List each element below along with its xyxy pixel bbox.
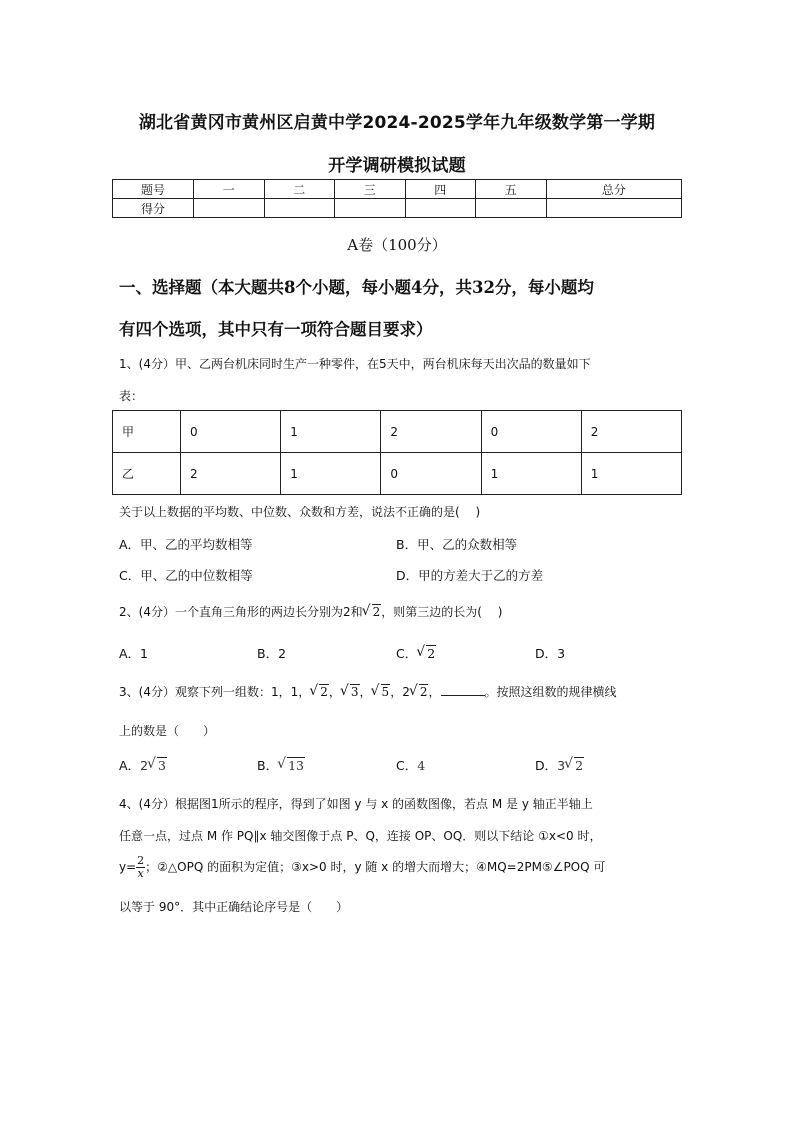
q3-option-a-sqrt [148, 758, 167, 773]
q3-option-a-radicand: 3 [158, 758, 166, 773]
q3-option-d-sqrt [565, 758, 584, 773]
q4-line3-post: ；②△OPQ 的面积为定值；③x>0 时，y 随 x 的增大而增大；④MQ=2PM⑤∠POQ 可 [145, 860, 606, 874]
exam-title-line2: 开学调研模拟试题 [328, 156, 466, 176]
q3-radicand: 3 [350, 685, 359, 699]
table-cell: 2 [381, 411, 481, 453]
table-cell: 1 [281, 411, 381, 453]
q3-radicand: 5 [381, 685, 390, 699]
q3-option-d[interactable] [535, 756, 584, 774]
section1-heading-line2: 有四个选项，其中只有一项符合题目要求） [119, 320, 433, 339]
q2-option-a[interactable]: A．1 [119, 646, 149, 661]
score-table-header-row [113, 180, 682, 199]
q1-option-c[interactable]: C．甲、乙的中位数相等 [119, 568, 253, 583]
table-cell: 乙 [113, 453, 181, 495]
score-table-score-row [113, 199, 682, 218]
table-cell: 0 [481, 411, 581, 453]
q3-option-b-sqrt [278, 758, 305, 773]
q3-option-b[interactable] [257, 756, 305, 774]
score-header-cell: 题号 [113, 180, 194, 199]
table-cell: 甲 [113, 411, 181, 453]
q2-stem [119, 603, 502, 620]
q2-option-c-label: C． [396, 646, 418, 661]
score-header-cell: 二 [264, 180, 335, 199]
score-header-cell: 五 [476, 180, 547, 199]
score-cell [194, 199, 265, 218]
q3-option-c[interactable] [396, 756, 425, 774]
q3-radicand: 2 [419, 685, 428, 699]
table-cell: 2 [181, 453, 281, 495]
score-table [112, 179, 682, 218]
score-cell [405, 199, 476, 218]
q3-answer-blank[interactable] [441, 695, 485, 696]
q4-stem-line3 [119, 855, 605, 880]
q4-fraction [136, 855, 145, 880]
score-header-cell: 三 [335, 180, 406, 199]
q4-fraction-denominator: x [137, 867, 144, 880]
score-header-cell: 一 [194, 180, 265, 199]
score-row-label: 得分 [113, 199, 194, 218]
q4-stem-line2: 任意一点，过点 M 作 PQ∥x 轴交图像于点 P、Q，连接 OP、OQ．则以下结论 ①x<0 时， [119, 829, 602, 843]
q3-text-post: 。按照这组数的规律横线 [484, 685, 617, 699]
q3-option-a-label: A． [119, 758, 141, 773]
q2-sqrt [363, 605, 382, 619]
q3-option-c-value: 4 [417, 758, 426, 773]
q3-option-b-label: B． [257, 758, 279, 773]
q2-option-c-radicand: 2 [427, 646, 436, 661]
score-cell [476, 199, 547, 218]
q3-stem-line1: 3、(4分）观察下列一组数：1，1，√ 2，√ 3，√ 5，2√ 2， 。按照这组数的规律横线 [119, 683, 617, 700]
exam-title-line1: 湖北省黄冈市黄州区启黄中学2024-2025学年九年级数学第一学期 [138, 113, 656, 133]
score-cell [546, 199, 682, 218]
table-row [113, 411, 682, 453]
q3-option-b-radicand: 13 [288, 758, 304, 773]
q2-option-c-sqrt [417, 646, 436, 661]
q4-fraction-numerator: 2 [137, 854, 145, 867]
table-cell: 1 [281, 453, 381, 495]
q3-radicand: 2 [320, 685, 328, 699]
q1-option-a[interactable]: A．甲、乙的平均数相等 [119, 537, 253, 552]
q2-option-d[interactable]: D．3 [535, 646, 566, 661]
score-cell [264, 199, 335, 218]
q3-option-d-coef: 3 [557, 758, 566, 773]
q3-option-d-radicand: 2 [575, 758, 584, 773]
q1-stem-line2: 表： [119, 389, 144, 403]
q3-option-a-coef: 2 [140, 758, 149, 773]
score-header-cell: 总分 [546, 180, 682, 199]
q3-sqrt-2 [310, 685, 329, 699]
score-header-cell: 四 [405, 180, 476, 199]
q2-stem-text-pre: 2、(4分）一个直角三角形的两边长分别为2和 [119, 605, 363, 619]
q1-option-b[interactable]: B．甲、乙的众数相等 [396, 537, 518, 552]
q1-data-table [112, 410, 682, 495]
q3-sqrt-3 [341, 685, 360, 699]
q3-sqrt-5 [372, 685, 391, 699]
table-cell: 1 [481, 453, 581, 495]
q1-prompt: 关于以上数据的平均数、中位数、众数和方差，说法不正确的是( ) [119, 505, 481, 519]
q2-sqrt-radicand: 2 [372, 605, 381, 619]
q3-sqrt-2b [410, 685, 429, 699]
q4-stem-line4: 以等于 90°．其中正确结论序号是（ ） [119, 900, 349, 914]
table-cell: 1 [581, 453, 681, 495]
score-cell [335, 199, 406, 218]
section1-heading-line1: 一、选择题（本大题共8个小题，每小题4分，共32分，每小题均 [119, 278, 594, 297]
q3-option-c-label: C． [396, 758, 418, 773]
table-row [113, 453, 682, 495]
q4-stem-line1: 4、(4分）根据图1所示的程序，得到了如图 y 与 x 的函数图像，若点 M 是 y 轴正半轴上 [119, 797, 593, 811]
q3-option-d-label: D． [535, 758, 558, 773]
table-cell: 0 [181, 411, 281, 453]
q2-option-b[interactable]: B．2 [257, 646, 287, 661]
q1-option-d[interactable]: D．甲的方差大于乙的方差 [396, 568, 544, 583]
q4-line3-pre: y= [119, 860, 137, 874]
paper-a-heading: A卷（100分） [347, 236, 447, 254]
q3-text-pre: 3、(4分）观察下列一组数：1，1， [119, 685, 311, 699]
q2-stem-text-post: ，则第三边的长为( ) [381, 605, 503, 619]
q3-coef: 2 [402, 685, 410, 699]
table-cell: 2 [581, 411, 681, 453]
q3-option-a[interactable] [119, 756, 167, 774]
q3-stem-line2: 上的数是（ ） [119, 724, 216, 738]
q1-stem-line1: 1、(4分）甲、乙两台机床同时生产一种零件，在5天中，两台机床每天出次品的数量如下 [119, 357, 591, 371]
table-cell: 0 [381, 453, 481, 495]
q2-option-c[interactable] [396, 644, 436, 662]
